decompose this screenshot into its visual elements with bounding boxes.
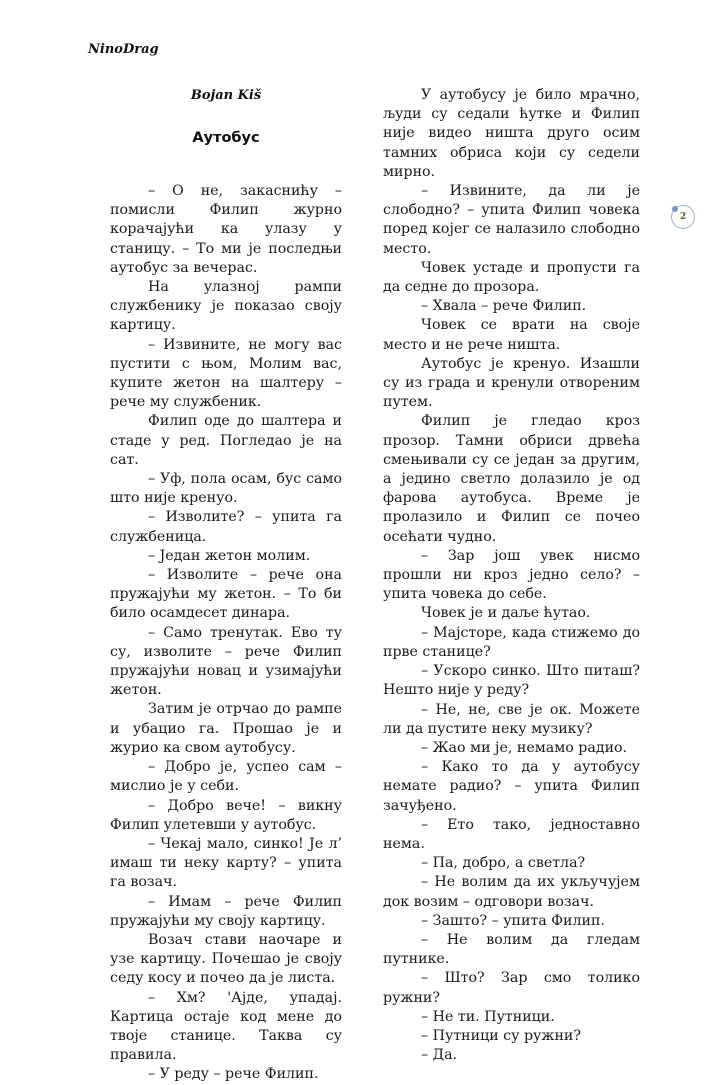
paragraph: – Ето тако, једноставно нема.	[383, 816, 640, 852]
paragraph: – Изволите – рече она пружајући му жетон. – То би било осамдесет динара.	[110, 567, 342, 622]
paragraph: Аутобус је кренуо. Изашли су из града и кренули отвореним путем.	[383, 355, 640, 411]
story-title: Аутобус	[192, 130, 260, 146]
paragraph: – Како то да у аутобусу немате радио? – упита Филип зачуђено.	[383, 759, 640, 814]
paragraph: – Што? Зар смо толико ружни?	[383, 970, 640, 1006]
paragraph: – Путници су ружни?	[421, 1027, 581, 1044]
paragraph: – Не ти. Путници.	[421, 1008, 555, 1025]
paragraph: – Не волим да гледам путнике.	[383, 931, 640, 968]
paragraph: – Добро је, успео сам – мислио је у себи.	[110, 759, 342, 795]
story-author: Bojan Kiš	[190, 88, 262, 103]
paragraph: – Имам – рече Филип пружајући му своју картицу.	[110, 893, 342, 929]
paragraph: – Па, добро, а светла?	[421, 855, 586, 872]
paragraph: – Један жетон молим.	[148, 547, 311, 564]
paragraph: – Не, не, све је ок. Можете ли да пустите неку музику?	[383, 701, 640, 737]
paragraph: – Хм? 'Ајде, упадај. Картица остаје код мене до твоје станице. Таква су правила.	[110, 989, 342, 1064]
page-number: 2	[679, 212, 687, 222]
paragraph: – Да.	[421, 1047, 458, 1064]
paragraph: – Добро вече! – викну Филип улетевши у аутобус.	[110, 797, 342, 833]
paragraph: Филип оде до шалтера и стаде у ред. Погледао је на сат.	[110, 413, 342, 468]
paragraph: – Извините, да ли је слободно? – упита Филип човека поред којег се налазило слободно место.	[383, 183, 640, 257]
paragraph: – О не, закаснићу – помисли Филип журно корачајући ка улазу у станицу. – То ми је последњи аутобус за вечерас.	[110, 183, 342, 276]
paragraph: – Зашто? – упита Филип.	[421, 912, 605, 929]
paragraph: – Изволите? – упита га службеница.	[110, 509, 342, 545]
paragraph: У аутобусу је било мрачно, људи су седали ћутке и Филип није видео ништа друго осим тамних обриса који су седели мирно.	[383, 87, 640, 180]
paragraph: Човек устаде и пропусти га да седне до прозора.	[383, 259, 640, 296]
page-number-badge	[671, 205, 695, 229]
paragraph: – Зар још увек нисмо прошли ни кроз једно село? – упита човека до себе.	[383, 547, 640, 603]
paragraph: – Жао ми је, немамо радио.	[421, 739, 628, 756]
paragraph: – Само тренутак. Ево ту су, изволите – рече Филип пружајући новац и узимајући жетон.	[110, 624, 342, 699]
badge-dot-icon	[672, 206, 678, 212]
paragraph: Затим је отрчао до рампе и убацио га. Прошао је и журио ка свом аутобусу.	[110, 701, 342, 756]
right-column	[383, 86, 640, 1065]
paragraph: На улазној рампи службенику је показао своју картицу.	[110, 279, 342, 334]
paragraph: – Уф, пола осам, бус само што није кренуо.	[110, 471, 342, 507]
paragraph: – У реду – рече Филип.	[148, 1066, 319, 1083]
paragraph: – Чекај мало, синко! Је л’ имаш ти неку карту? – упита га возач.	[110, 835, 342, 891]
paragraph: – Мајсторе, када стижемо до прве станице?	[383, 624, 640, 660]
paragraph: – Хвала – рече Филип.	[421, 298, 587, 315]
paragraph: Возач стави наочаре и узе картицу. Почешао је своју седу косу и почео да је листа.	[110, 931, 342, 987]
paragraph: – Извините, не могу вас пустити с њом, Молим вас, купите жетон на шалтеру – рече му службеник.	[110, 336, 342, 411]
left-column	[110, 182, 342, 1085]
paragraph: Филип је гледао кроз прозор. Тамни обриси дрвећа смењивали су се један за другим, а једино светло долазило је од фарова аутобуса. Време је пролазило и Филип се почео осећати чудно.	[383, 413, 640, 545]
paragraph: – Не волим да их укључујем док возим – одговори возач.	[383, 874, 640, 910]
paragraph: Човек се врати на своје место и не рече ништа.	[383, 317, 640, 353]
paragraph: Човек је и даље ћутао.	[421, 605, 591, 622]
header-brand: NinoDrag	[88, 42, 159, 57]
paragraph: – Ускоро синко. Што питаш? Нешто није у реду?	[383, 663, 640, 699]
